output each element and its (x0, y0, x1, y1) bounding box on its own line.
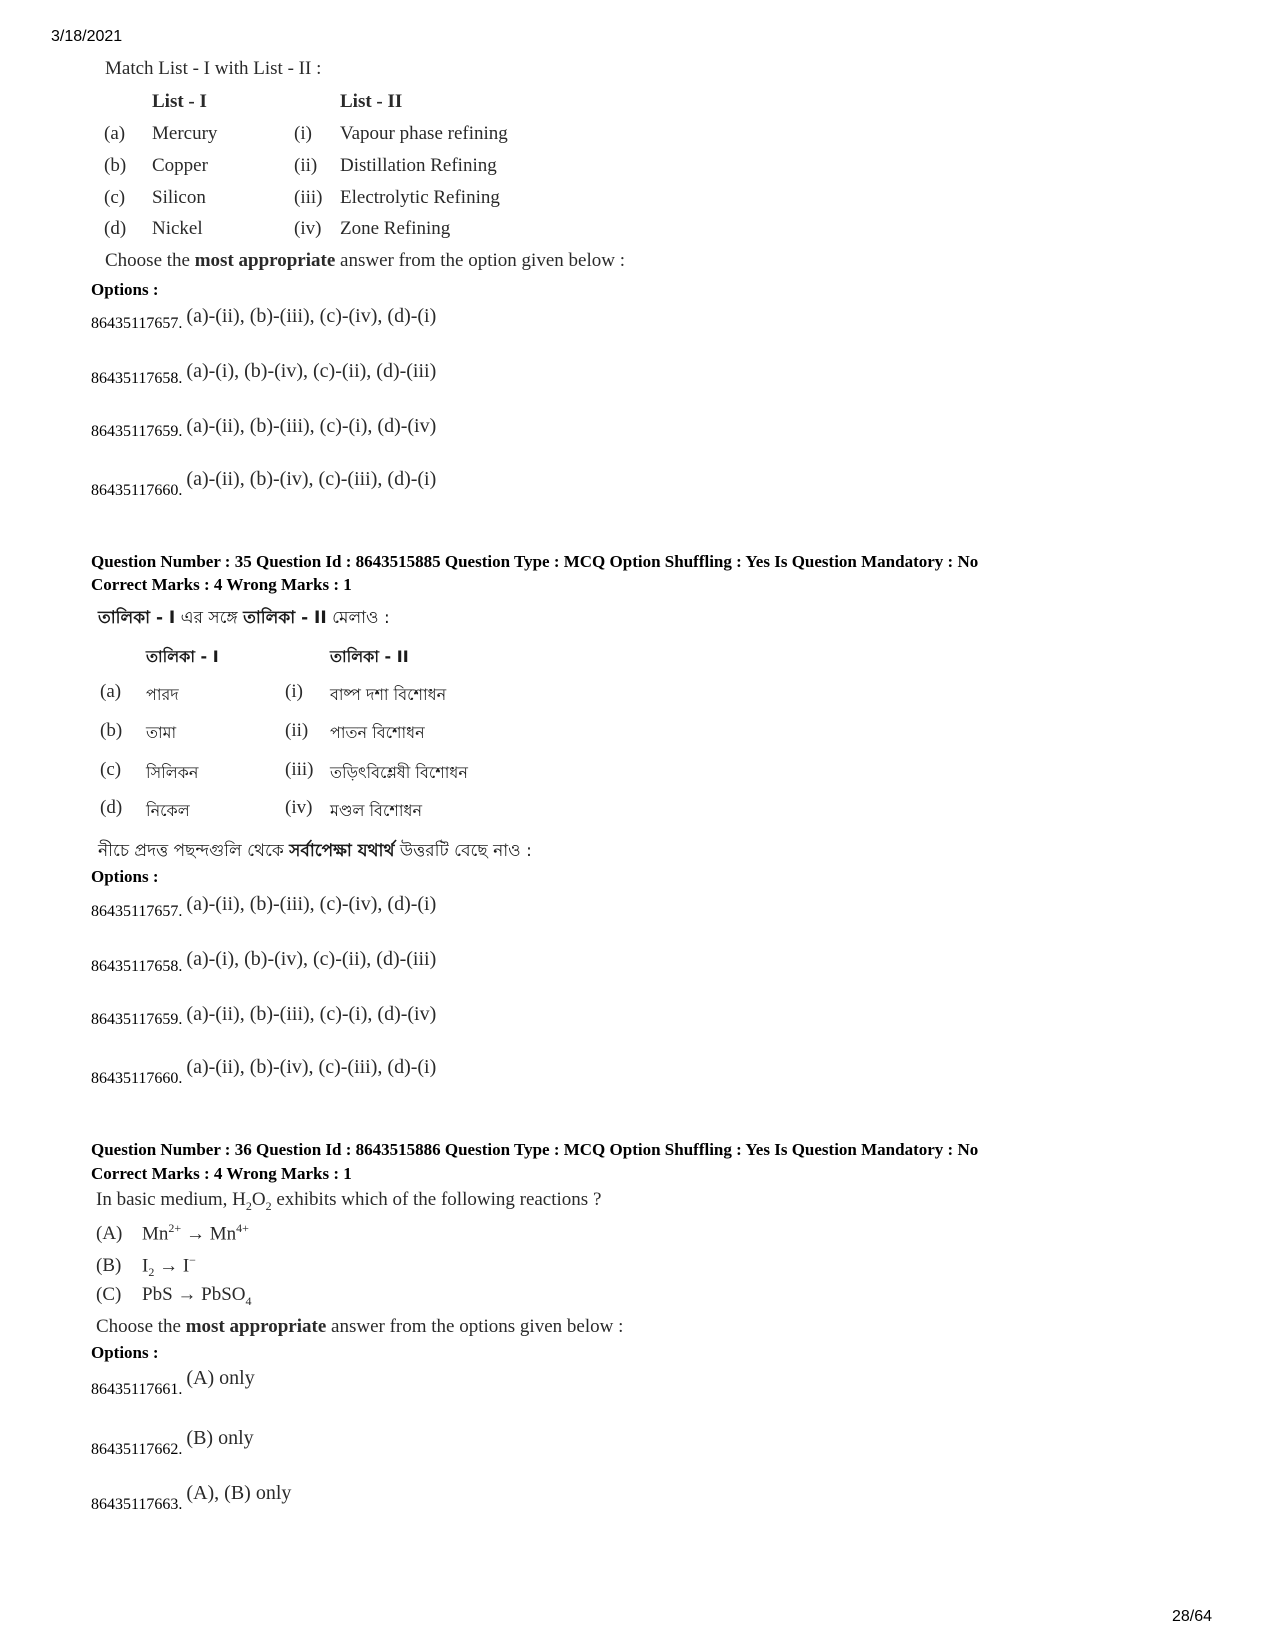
option-text: (A), (B) only (186, 1482, 292, 1504)
q35-option[interactable] (91, 1003, 436, 1026)
option-text: (B) only (186, 1427, 254, 1449)
option-id: 86435117659. (91, 1011, 183, 1028)
option-id: 86435117662. (91, 1441, 183, 1458)
q35-instruction-emphasis: সর্বাপেক্ষা যথার্থ (289, 841, 395, 861)
q35-instruction-pre: নীচে প্রদত্ত পছন্দগুলি থেকে (98, 841, 290, 861)
q34-list1-header: List - I (152, 91, 207, 112)
option-id: 86435117658. (91, 370, 183, 387)
q34-row-item: Copper (152, 155, 208, 176)
page-number: 28/64 (1172, 1608, 1213, 1625)
q36-stem-post: exhibits which of the following reactions ? (271, 1189, 602, 1210)
q34-row-numeral: (iii) (294, 187, 323, 208)
option-id: 86435117661. (91, 1381, 183, 1398)
reaction-lhs-sup: 2+ (168, 1221, 182, 1235)
option-id: 86435117659. (91, 423, 183, 440)
print-date: 3/18/2021 (51, 28, 123, 45)
q35-instruction (98, 838, 532, 866)
q36-reaction-a (96, 1221, 249, 1245)
q34-instruction-pre: Choose the (105, 250, 195, 271)
q36-stem-pre: In basic medium, H (96, 1189, 246, 1210)
q35-prompt-mid: এর সঙ্গে (175, 608, 244, 628)
q34-option[interactable] (91, 360, 437, 387)
q35-option[interactable] (91, 1056, 437, 1087)
q35-options-label: Options : (91, 867, 159, 886)
option-text: (A) only (186, 1367, 255, 1389)
q36-instruction-pre: Choose the (96, 1316, 186, 1337)
q34-instruction-emphasis: most appropriate (194, 250, 336, 271)
option-text: (a)-(ii), (b)-(iii), (c)-(iv), (d)-(i) (186, 305, 437, 327)
reaction-lhs-sub: 2 (148, 1265, 155, 1280)
q36-stem (96, 1189, 601, 1214)
q35-row-item: তামা (146, 723, 177, 742)
q35-list2-header: তালিকা - II (330, 647, 409, 666)
reaction-rhs: I (182, 1255, 190, 1277)
reaction-label: (B) (96, 1255, 122, 1277)
reaction-lhs: I (142, 1255, 149, 1277)
q34-row-item: Mercury (152, 123, 218, 144)
option-text: (a)-(i), (b)-(iv), (c)-(ii), (d)-(iii) (186, 360, 437, 382)
q36-option[interactable] (91, 1427, 254, 1458)
q34-option[interactable] (91, 305, 437, 332)
q35-option[interactable] (91, 948, 437, 975)
q34-row-match: Distillation Refining (340, 155, 497, 176)
option-id: 86435117660. (91, 1070, 183, 1087)
q35-row-item: সিলিকন (146, 763, 199, 782)
q34-prompt: Match List - I with List - II : (105, 58, 322, 79)
q34-row-numeral: (i) (294, 123, 312, 144)
q34-row-numeral: (ii) (294, 155, 318, 176)
q35-row-match: বাষ্প দশা বিশোধন (330, 685, 447, 704)
q35-row-label: (c) (100, 759, 122, 780)
reaction-lhs: PbS (142, 1284, 173, 1305)
q34-row-label: (c) (104, 187, 126, 208)
option-text: (a)-(ii), (b)-(iv), (c)-(iii), (d)-(i) (186, 468, 437, 490)
reaction-rhs: PbSO (201, 1284, 246, 1305)
reaction-label: (A) (96, 1223, 123, 1245)
q35-prompt (98, 605, 390, 633)
q35-row-match: মণ্ডল বিশোধন (330, 801, 422, 820)
q36-instruction-post: answer from the options given below : (326, 1316, 624, 1337)
q35-header: Question Number : 35 Question Id : 8643515885 Question Type : MCQ Option Shuffling : Yes Is Question Mandatory : No (91, 552, 979, 571)
q36-stem-mid: O (251, 1189, 266, 1210)
q35-prompt-list1: তালিকা - I (98, 608, 176, 628)
q35-row-numeral: (iii) (285, 759, 314, 780)
option-text: (a)-(ii), (b)-(iii), (c)-(i), (d)-(iv) (186, 415, 437, 437)
q36-reaction-c (96, 1284, 252, 1309)
q34-row-item: Silicon (152, 187, 206, 208)
option-text: (a)-(ii), (b)-(iii), (c)-(i), (d)-(iv) (186, 1003, 437, 1025)
q35-row-label: (a) (100, 681, 122, 702)
option-id: 86435117658. (91, 958, 183, 975)
q34-instruction (105, 250, 625, 272)
option-text: (a)-(i), (b)-(iv), (c)-(ii), (d)-(iii) (186, 948, 437, 970)
q34-option[interactable] (91, 468, 437, 499)
q35-prompt-list2: তালিকা - II (243, 608, 327, 628)
q35-marks: Correct Marks : 4 Wrong Marks : 1 (91, 575, 352, 594)
reaction-rhs-sub: 4 (245, 1293, 252, 1308)
q36-option[interactable] (91, 1482, 292, 1513)
q35-instruction-post: উত্তরটি বেছে নাও : (394, 841, 532, 861)
q34-row-match: Electrolytic Refining (340, 187, 500, 208)
q34-row-label: (d) (104, 218, 127, 239)
q36-option[interactable] (91, 1367, 255, 1398)
q35-row-label: (d) (100, 797, 123, 818)
reaction-rhs-sup: − (189, 1253, 196, 1267)
q35-row-numeral: (iv) (285, 797, 313, 818)
q34-list2-header: List - II (340, 91, 403, 112)
arrow-icon: → (159, 1255, 179, 1277)
q36-instruction (96, 1316, 623, 1338)
q34-row-numeral: (iv) (294, 218, 322, 239)
q34-option[interactable] (91, 415, 436, 438)
q35-option[interactable] (91, 893, 437, 920)
reaction-rhs: Mn (209, 1223, 237, 1245)
q36-reaction-b (96, 1253, 196, 1280)
q35-row-match: পাতন বিশোধন (330, 723, 425, 742)
reaction-rhs-sup: 4+ (236, 1221, 249, 1235)
option-id: 86435117657. (91, 903, 183, 920)
q36-instruction-emphasis: most appropriate (185, 1316, 327, 1337)
option-id: 86435117663. (91, 1496, 183, 1513)
q36-options-label: Options : (91, 1343, 159, 1362)
q35-prompt-post: মেলাও : (326, 608, 390, 628)
q35-row-item: পারদ (146, 685, 179, 704)
q34-row-match: Vapour phase refining (340, 123, 508, 144)
q35-row-match: তড়িৎবিশ্লেষী বিশোধন (330, 763, 468, 782)
option-id: 86435117660. (91, 482, 183, 499)
q35-row-label: (b) (100, 720, 123, 741)
q35-row-numeral: (ii) (285, 720, 309, 741)
arrow-icon: → (185, 1223, 205, 1245)
q36-header: Question Number : 36 Question Id : 8643515886 Question Type : MCQ Option Shuffling : Yes Is Question Mandatory : No (91, 1140, 979, 1159)
arrow-icon: → (177, 1284, 197, 1305)
q35-row-item: নিকেল (146, 801, 190, 820)
q34-row-label: (a) (104, 123, 126, 144)
q34-options-label: Options : (91, 280, 159, 299)
q36-stem-sub1: 2 (245, 1198, 252, 1213)
q34-row-item: Nickel (152, 218, 203, 239)
reaction-label: (C) (96, 1284, 122, 1305)
q35-list1-header: তালিকা - I (146, 647, 219, 666)
reaction-lhs: Mn (142, 1223, 169, 1245)
q36-stem-sub2: 2 (265, 1198, 272, 1213)
option-id: 86435117657. (91, 315, 183, 332)
q34-row-match: Zone Refining (340, 218, 451, 239)
q35-row-numeral: (i) (285, 681, 303, 702)
option-text: (a)-(ii), (b)-(iv), (c)-(iii), (d)-(i) (186, 1056, 437, 1078)
q34-instruction-post: answer from the option given below : (335, 250, 625, 271)
q34-row-label: (b) (104, 155, 127, 176)
option-text: (a)-(ii), (b)-(iii), (c)-(iv), (d)-(i) (186, 893, 437, 915)
q36-marks: Correct Marks : 4 Wrong Marks : 1 (91, 1164, 352, 1183)
